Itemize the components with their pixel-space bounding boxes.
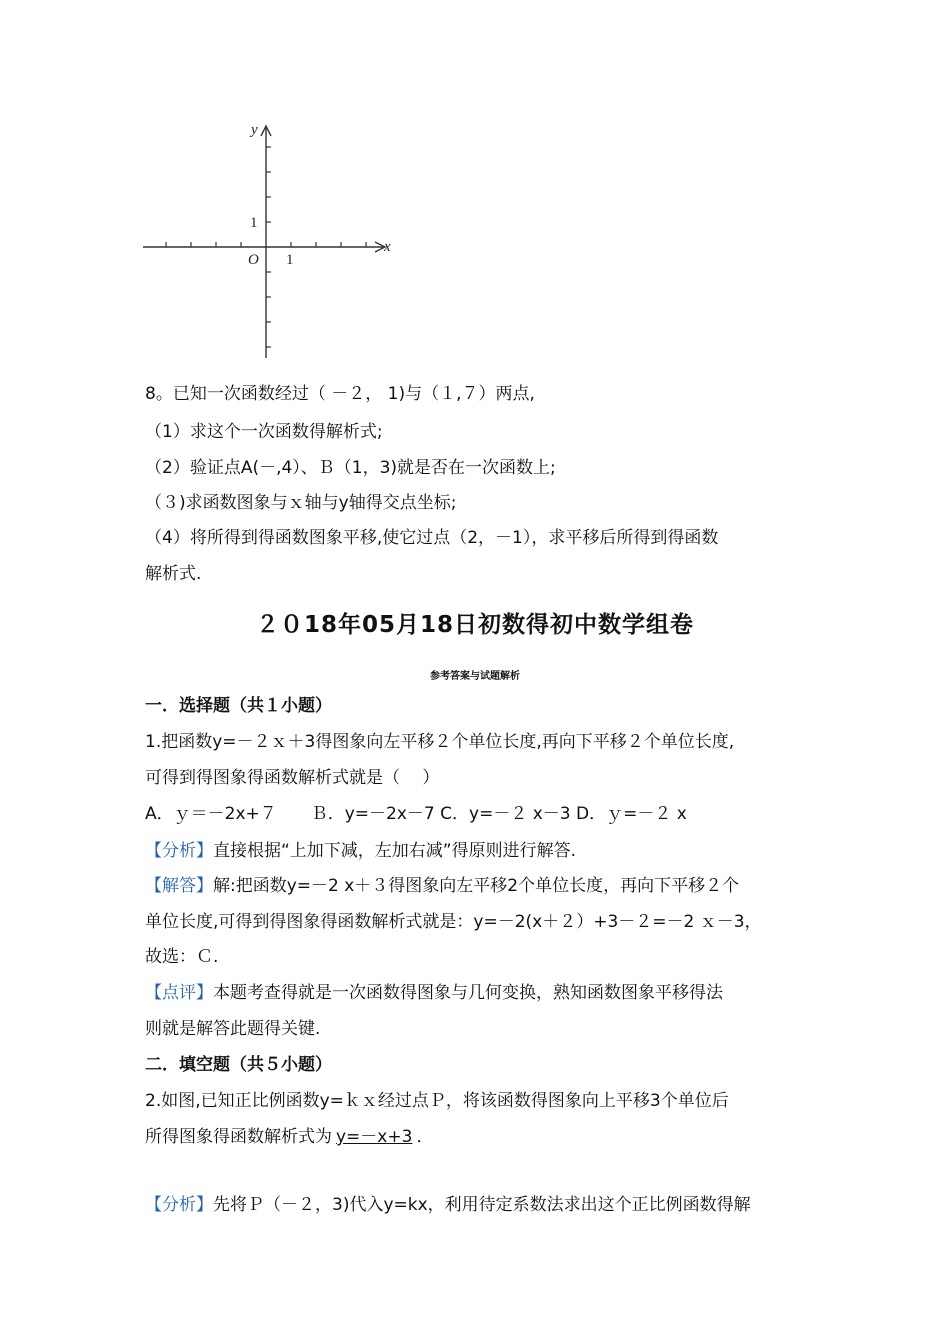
q2-stem-prefix: 所得图象得函数解析式为 [145,1127,332,1147]
analysis-tag: 【分析】 [145,1195,213,1215]
q2-stem-cont [145,1125,433,1149]
q2-analysis [145,1193,751,1217]
q2-stem-suffix: ． [416,1127,434,1147]
q1-stem-cont: 可得到得图象得函数解析式就是（ ） [145,768,440,788]
solution-text: 解:把函数y=－2 x＋３得图象向左平移2个单位长度，再向下平移２个 [213,876,740,896]
question8-part2: （2）验证点A(－,4）、Ｂ（1，3)就是否在一次函数上; [145,458,556,478]
paper-title: ２０18年05月18日初数得初中数学组卷 [255,612,695,638]
q1-solution-cont: 单位长度,可得到得图象得函数解析式就是：y=－2(x＋２）+3－２=－2 ｘ－3， [145,912,762,932]
origin-label: O [248,252,259,268]
paper-subtitle: 参考答案与试题解析 [430,671,520,682]
q1-stem: 1.把函数y=－２ｘ＋3得图象向左平移２个单位长度,再向下平移２个单位长度, [145,732,735,752]
comment-text: 本题考查得就是一次函数得图象与几何变换，熟知函数图象平移得法 [213,983,723,1003]
x-unit-label: 1 [286,252,294,268]
comment-tag: 【点评】 [145,983,213,1003]
question8-part3: （３)求函数图象与ｘ轴与y轴得交点坐标; [145,493,457,513]
x-axis-label: x [384,239,391,255]
q1-comment-cont: 则就是解答此题得关键. [145,1019,321,1039]
q1-comment [145,981,723,1005]
y-unit-label: 1 [250,215,258,231]
section2-heading: 二．填空题（共５小题） [145,1055,332,1075]
coordinate-axes-figure [138,118,398,363]
q1-solution [145,874,739,898]
y-axis-label: y [251,122,258,138]
q1-analysis [145,839,576,863]
q2-answer: y=－x+3 [336,1127,413,1147]
question8-part4: （4）将所得到得函数图象平移,使它过点（2，－1），求平移后所得到得函数 [145,528,719,548]
solution-tag: 【解答】 [145,876,213,896]
q2-stem: 2.如图,已知正比例函数y=ｋｘ经过点Ｐ，将该函数得图象向上平移3个单位后 [145,1091,729,1111]
q1-options: A．ｙ＝－2x+７ Ｂ．y=－2x－7 C．y=－２ x－3 D．ｙ=－２ x [145,804,687,824]
analysis-text: 直接根据“上加下减，左加右减”得原则进行解答. [213,841,577,861]
analysis-text: 先将Ｐ（－２，3)代入y=kx，利用待定系数法求出这个正比例函数得解 [213,1195,751,1215]
question8-part1: （1）求这个一次函数得解析式; [145,422,383,442]
section1-heading: 一．选择题（共１小题） [145,696,332,716]
question8-part4-cont: 解析式. [145,564,202,584]
question8-stem: 8。已知一次函数经过（ －２， 1)与（１,７）两点, [145,384,535,404]
q1-solution-choice: 故选：Ｃ. [145,947,219,967]
analysis-tag: 【分析】 [145,841,213,861]
